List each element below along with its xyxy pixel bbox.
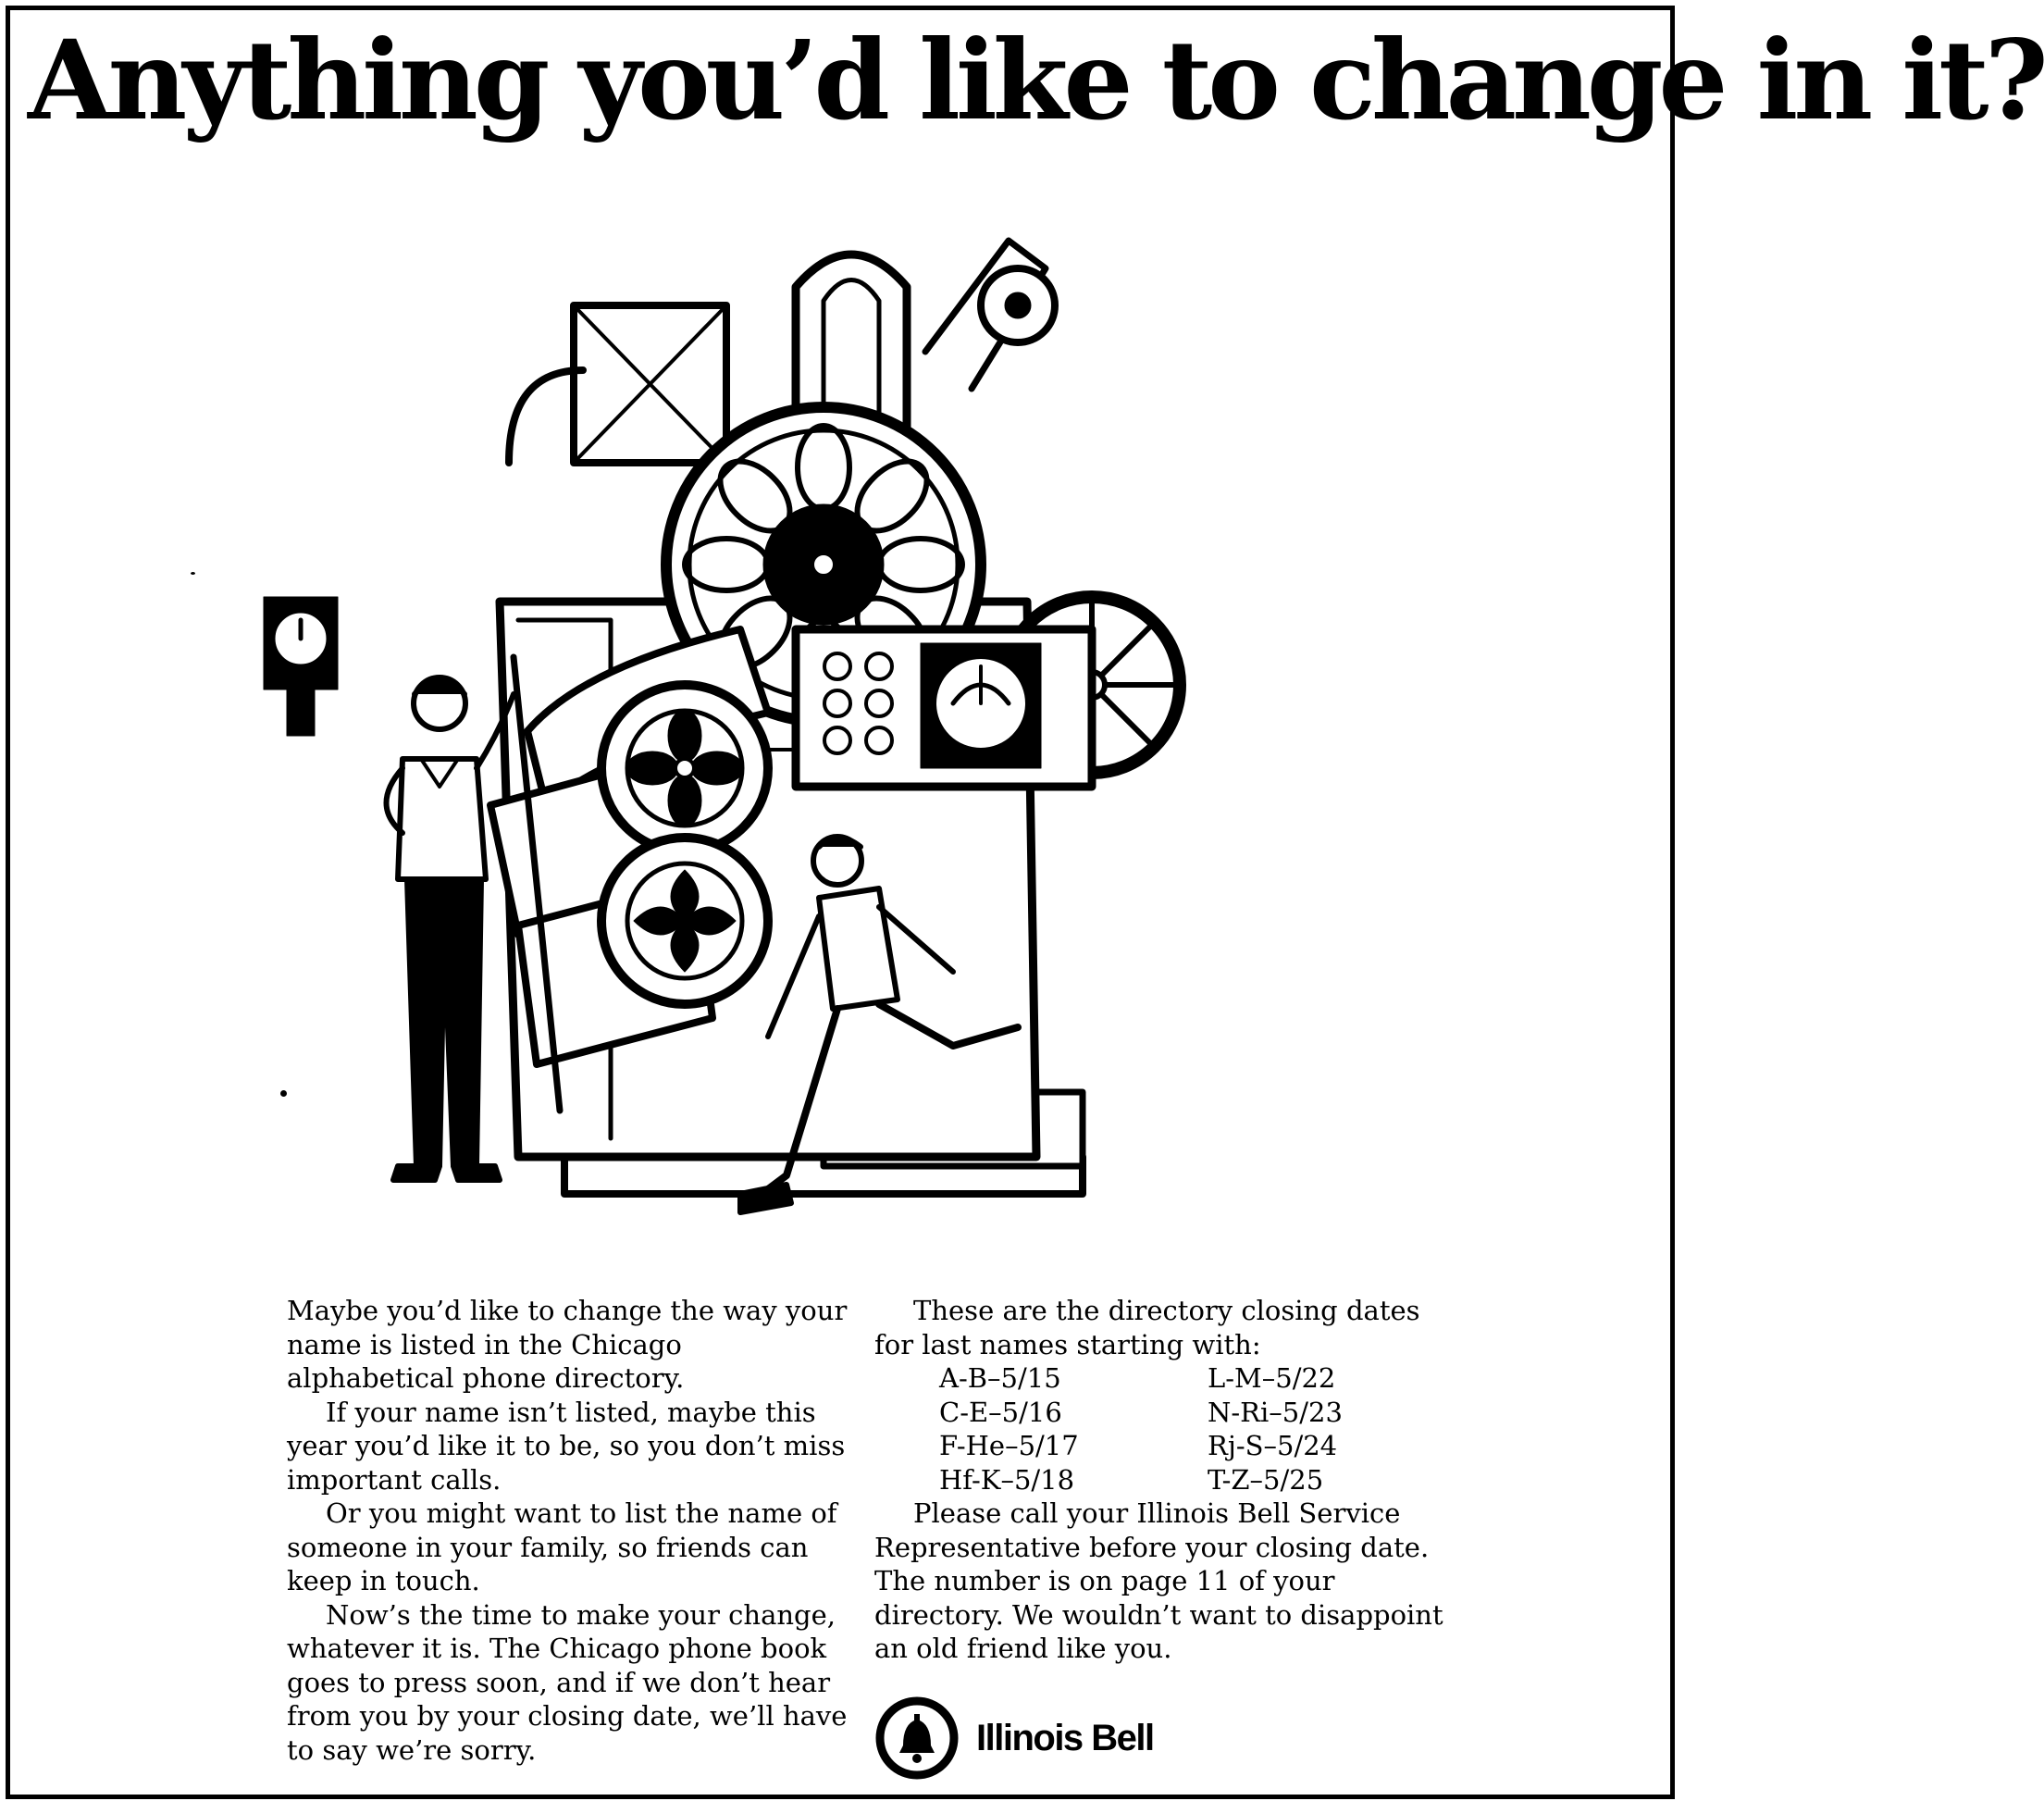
closing-date-entry: L-M–5/22 xyxy=(1208,1362,1336,1394)
left-paragraph-3: Or you might want to list the name of someone in your family, so friends can keep in touch. xyxy=(287,1497,837,1596)
left-column xyxy=(287,1294,851,1767)
right-column xyxy=(874,1294,1448,1666)
closing-date-entry: A-B–5/15 xyxy=(939,1362,1061,1394)
print-speck xyxy=(280,1090,287,1097)
closing-date-entry: F-He–5/17 xyxy=(939,1430,1079,1461)
closing-date-entry: Hf-K–5/18 xyxy=(939,1463,1075,1496)
illinois-bell-logo xyxy=(874,1695,1154,1781)
printing-press-illustration xyxy=(305,231,1369,1240)
closing-paragraph: Please call your Illinois Bell Service Representative before your closing date. The number is on page 11 of your directory. We wouldn’t want to disappoint an old friend like you. xyxy=(874,1497,1443,1664)
left-paragraph-4: Now’s the time to make your change, whatever it is. The Chicago phone book goes to press soon, and if we don’t hear from you by your closing date, we’ll have to say we’re sorry. xyxy=(287,1598,848,1766)
closing-dates-table xyxy=(939,1361,1448,1497)
closing-date-entry: N-Ri–5/23 xyxy=(1208,1396,1343,1428)
bell-in-circle-icon xyxy=(874,1695,960,1781)
closing-date-entry: Rj-S–5/24 xyxy=(1208,1430,1338,1461)
closing-date-entry: C-E–5/16 xyxy=(939,1396,1062,1428)
closing-dates-intro: These are the directory closing dates for last names starting with: xyxy=(874,1295,1420,1360)
closing-date-entry: T-Z–5/25 xyxy=(1208,1463,1324,1496)
logo-wordmark: Illinois Bell xyxy=(976,1717,1154,1758)
left-paragraph-1: Maybe you’d like to change the way your name is listed in the Chicago alphabetical phone directory. xyxy=(287,1295,848,1394)
left-paragraph-2: If your name isn’t listed, maybe this year you’d like it to be, so you don’t miss important calls. xyxy=(287,1396,846,1496)
print-speck xyxy=(191,572,195,575)
headline: Anything you’d like to change in it? xyxy=(28,16,2044,144)
